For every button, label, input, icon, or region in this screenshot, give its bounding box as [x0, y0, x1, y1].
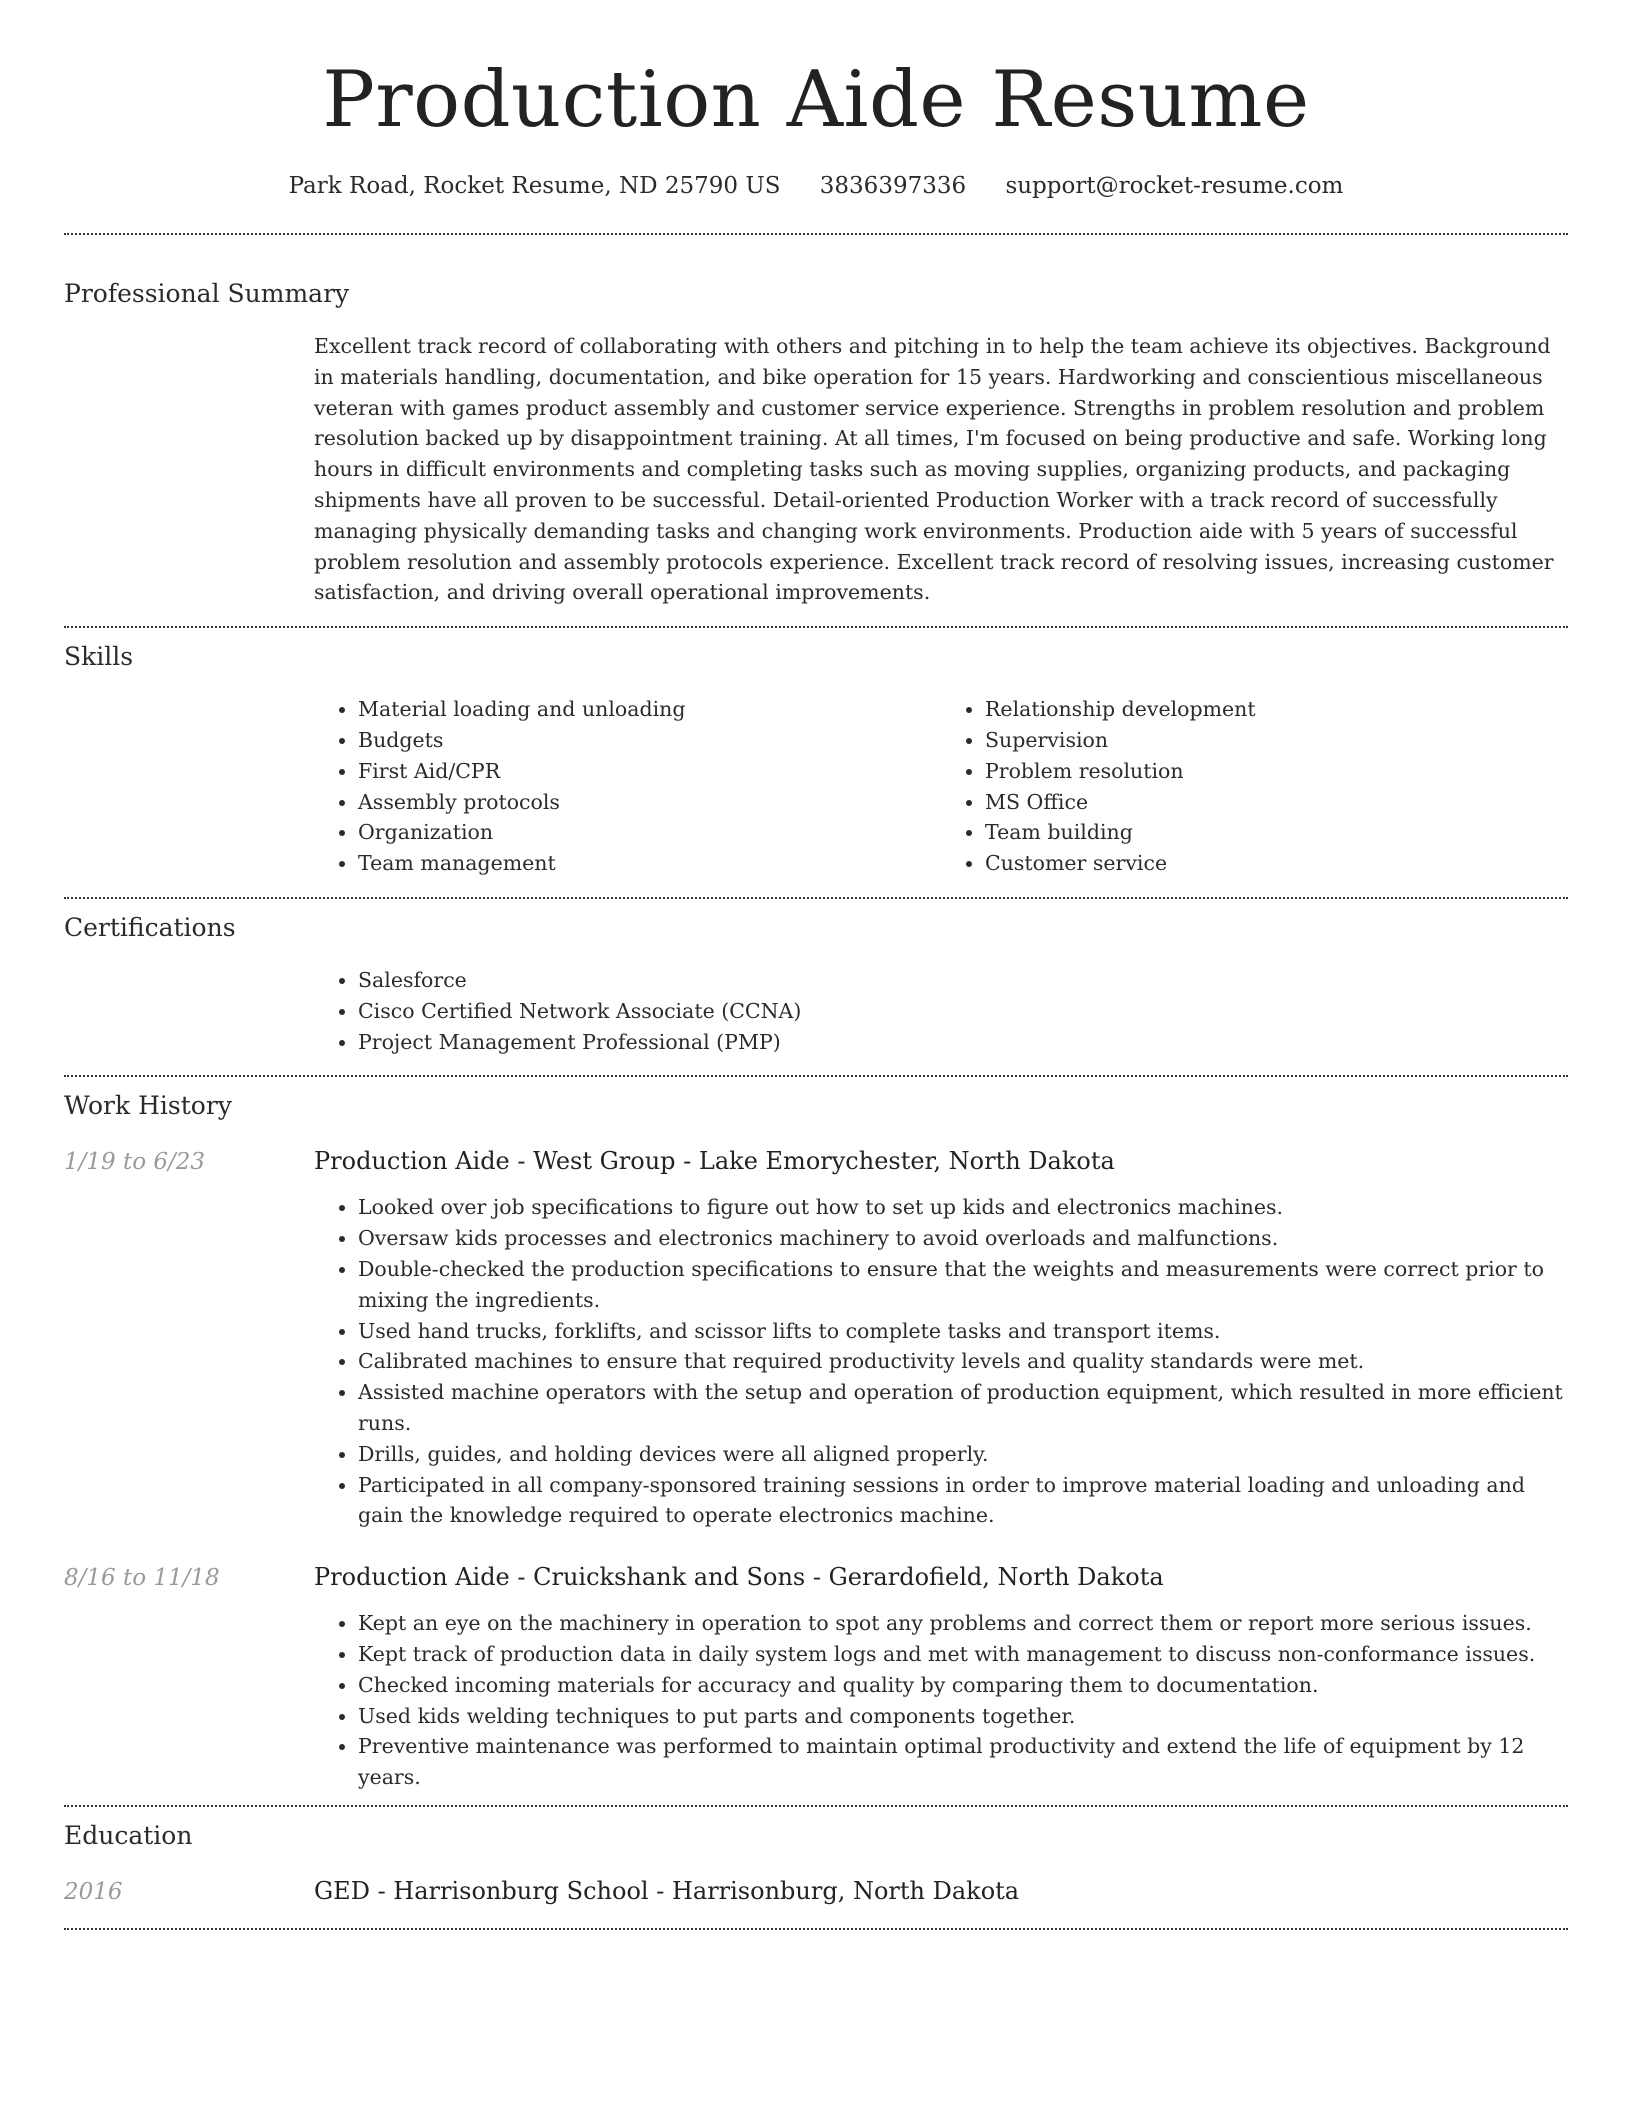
job-bullet: • Participated in all company-sponsored training sessions in order to improve material loading and unloading and gain the knowledge required to operate electronics machine. — [358, 1470, 1568, 1532]
job-bullet: • Kept an eye on the machinery in operation to spot any problems and correct them or report more serious issues. — [358, 1608, 1568, 1639]
work-history-section — [64, 1077, 1568, 1793]
job-bullet: • Oversaw kids processes and electronics machinery to avoid overloads and malfunctions. — [358, 1223, 1568, 1254]
work-history-heading: Work History — [64, 1091, 232, 1121]
skills-list-left — [314, 694, 941, 879]
skill-item: • Team management — [358, 848, 941, 879]
education-section — [64, 1807, 1568, 1908]
skills-list-right — [941, 694, 1568, 879]
resume-header — [64, 0, 1568, 202]
job-bullet: • Kept track of production data in daily system logs and met with management to discuss non-conformance issues. — [358, 1639, 1568, 1670]
certifications-list — [314, 965, 1568, 1057]
job-date: 8/16 to 11/18 — [64, 1565, 220, 1592]
certification-item: • Cisco Certified Network Associate (CCNA) — [358, 996, 1568, 1027]
certification-item: • Project Management Professional (PMP) — [358, 1027, 1568, 1058]
job-bullets — [314, 1608, 1568, 1793]
section-divider — [64, 1928, 1568, 1930]
skill-item: • Customer service — [985, 848, 1568, 879]
education-date: 2016 — [64, 1878, 123, 1905]
contact-line — [64, 170, 1568, 202]
job-bullets — [314, 1192, 1568, 1531]
education-heading: Education — [64, 1820, 193, 1850]
skill-item: • Assembly protocols — [358, 787, 941, 818]
education-entry — [64, 1875, 1568, 1908]
summary-heading: Professional Summary — [64, 279, 350, 308]
job-bullet: • Checked incoming materials for accuracy and quality by comparing them to documentation. — [358, 1670, 1568, 1701]
certifications-heading: Certifications — [64, 912, 236, 942]
skill-item: • Relationship development — [985, 694, 1568, 725]
skill-item: • First Aid/CPR — [358, 756, 941, 787]
skill-item: • MS Office — [985, 787, 1568, 818]
job-bullet: • Used kids welding techniques to put parts and components together. — [358, 1701, 1568, 1732]
job-title: Production Aide - West Group - Lake Emorychester, North Dakota — [314, 1147, 1115, 1176]
certification-item: • Salesforce — [358, 965, 1568, 996]
skill-item: • Budgets — [358, 725, 941, 756]
resume-title: Production Aide Resume — [322, 55, 1310, 145]
contact-email: support@rocket-resume.com — [1005, 173, 1344, 199]
job-bullet: • Used hand trucks, forklifts, and scissor lifts to complete tasks and transport items. — [358, 1316, 1568, 1347]
job-bullet: • Preventive maintenance was performed to maintain optimal productivity and extend the life of equipment by 12 years. — [358, 1731, 1568, 1793]
job-bullet: • Drills, guides, and holding devices were all aligned properly. — [358, 1439, 1568, 1470]
summary-section — [64, 235, 1568, 608]
job-bullet: • Calibrated machines to ensure that required productivity levels and quality standards were met. — [358, 1346, 1568, 1377]
job-bullet: • Assisted machine operators with the setup and operation of production equipment, which resulted in more efficient runs. — [358, 1377, 1568, 1439]
summary-text: Excellent track record of collaborating with others and pitching in to help the team achieve its objectives. Background in materials handling, documentation, and bike operation for 15 years. Hardworking and conscientious miscellaneous veteran with games product assembly and customer service experience. Strengths in problem resolution and problem resolution backed up by disappointment training. At all times, I'm focused on being productive and safe. Working long hours in difficult environments and completing tasks such as moving supplies, organizing products, and packaging shipments have all proven to be successful. Detail-oriented Production Worker with a track record of successfully managing physically demanding tasks and changing work environments. Production aide with 5 years of successful problem resolution and assembly protocols experience. Excellent track record of resolving issues, increasing customer satisfaction, and driving overall operational improvements. — [314, 334, 1554, 605]
education-degree: GED - Harrisonburg School - Harrisonburg, North Dakota — [314, 1876, 1020, 1905]
contact-address: Park Road, Rocket Resume, ND 25790 US — [288, 173, 781, 199]
skill-item: • Organization — [358, 817, 941, 848]
job-entry — [64, 1561, 1568, 1793]
skill-item: • Supervision — [985, 725, 1568, 756]
skills-section — [64, 628, 1568, 879]
job-bullet: • Looked over job specifications to figure out how to set up kids and electronics machines. — [358, 1192, 1568, 1223]
skills-grid — [314, 694, 1568, 879]
skill-item: • Material loading and unloading — [358, 694, 941, 725]
job-title: Production Aide - Cruickshank and Sons - Gerardofield, North Dakota — [314, 1563, 1164, 1592]
job-date: 1/19 to 6/23 — [64, 1149, 206, 1176]
skill-item: • Problem resolution — [985, 756, 1568, 787]
skill-item: • Team building — [985, 817, 1568, 848]
job-entry — [64, 1145, 1568, 1531]
job-bullet: • Double-checked the production specifications to ensure that the weights and measurements were correct prior to mixing the ingredients. — [358, 1254, 1568, 1316]
certifications-section — [64, 899, 1568, 1057]
contact-phone: 3836397336 — [819, 173, 967, 199]
skills-heading: Skills — [64, 642, 134, 672]
